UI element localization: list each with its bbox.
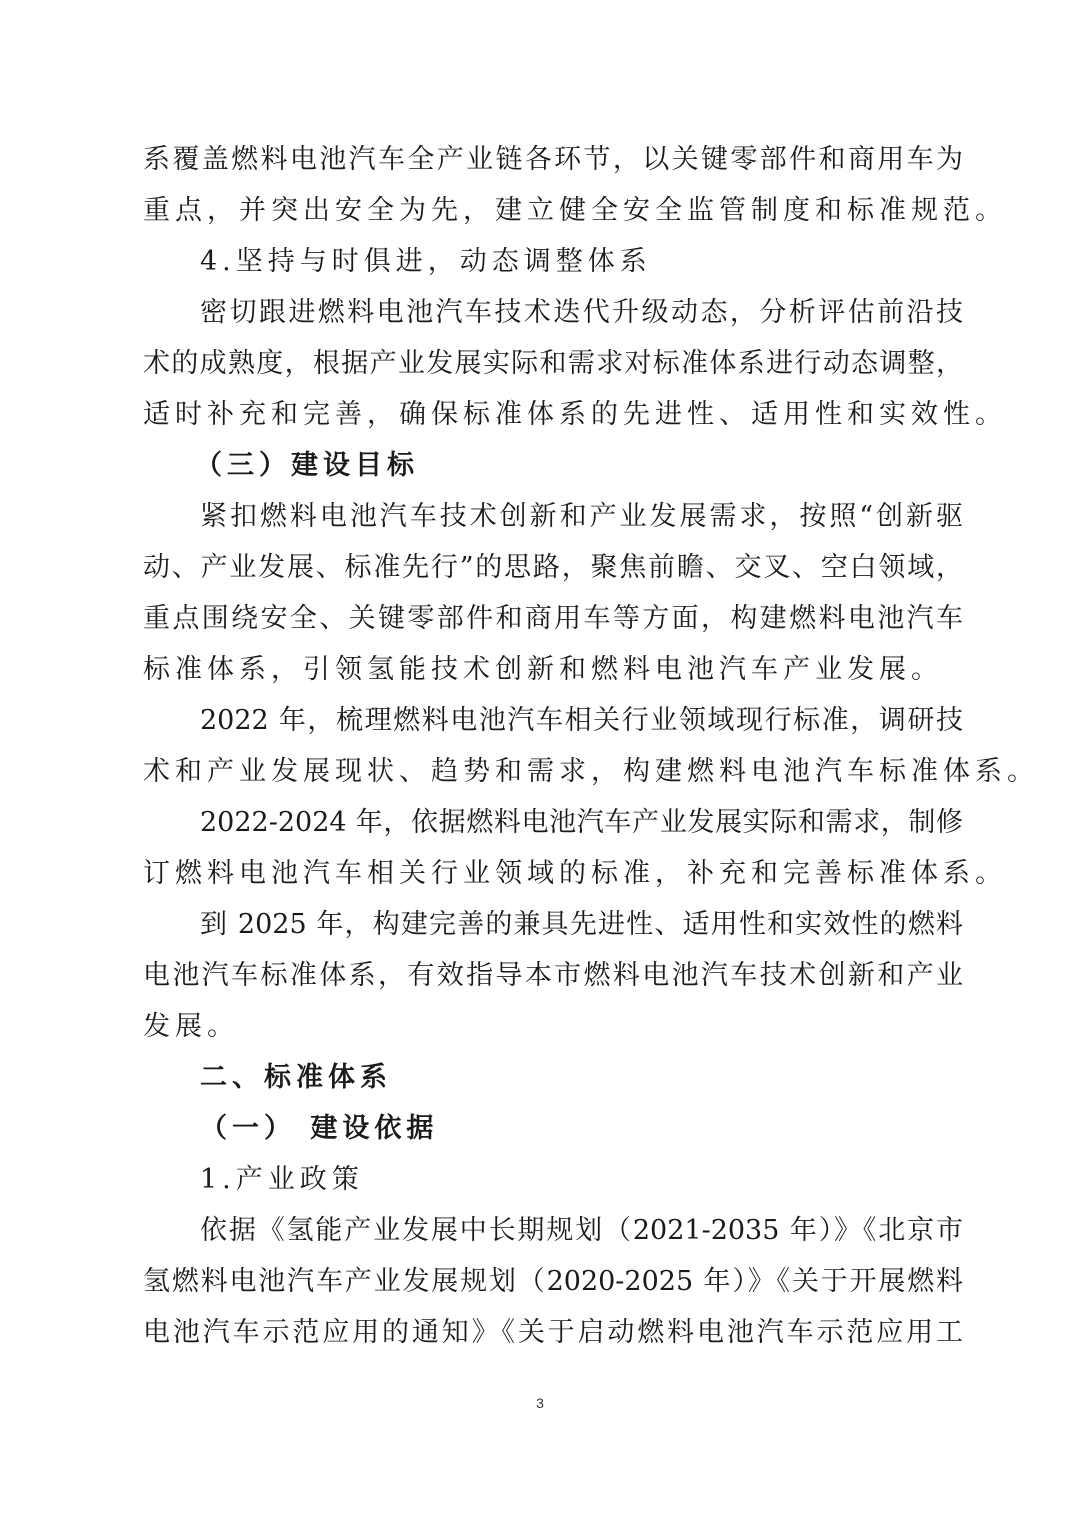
page-number: 3 [536, 1395, 544, 1411]
body-text-line: 2022-2024 年，依据燃料电池汽车产业发展实际和需求，制修 [200, 807, 963, 838]
section-heading: （三）建设目标 [195, 450, 419, 481]
body-text-line: 氢燃料电池汽车产业发展规划（2020-2025 年）》《关于开展燃料 [143, 1266, 963, 1297]
body-text-line: 系覆盖燃料电池汽车全产业链各环节，以关键零部件和商用车为 [143, 144, 963, 175]
body-text-line: 适时补充和完善，确保标准体系的先进性、适用性和实效性。 [143, 399, 1007, 430]
body-text-line: 电池汽车示范应用的通知》《关于启动燃料电池汽车示范应用工 [143, 1317, 963, 1348]
body-text-line: 重点围绕安全、关键零部件和商用车等方面，构建燃料电池汽车 [143, 603, 963, 634]
body-text-line: 重点，并突出安全为先，建立健全安全监管制度和标准规范。 [143, 195, 1007, 226]
chapter-heading: 二、标准体系 [200, 1062, 392, 1093]
body-text-line: 订燃料电池汽车相关行业领域的标准，补充和完善标准体系。 [143, 858, 1007, 889]
body-text-line: 标准体系，引领氢能技术创新和燃料电池汽车产业发展。 [143, 654, 943, 685]
subheading-line: 1.产业政策 [200, 1164, 364, 1195]
body-text-line: 2022 年，梳理燃料电池汽车相关行业领域现行标准，调研技 [200, 705, 963, 736]
body-text-line: 动、产业发展、标准先行”的思路，聚焦前瞻、交叉、空白领域， [143, 552, 963, 583]
body-text-line: 紧扣燃料电池汽车技术创新和产业发展需求，按照“创新驱 [200, 501, 963, 532]
body-text-line: 到 2025 年，构建完善的兼具先进性、适用性和实效性的燃料 [200, 909, 963, 940]
body-text-line: 依据《氢能产业发展中长期规划（2021-2035 年）》《北京市 [200, 1215, 963, 1246]
body-text-line: 术和产业发展现状、趋势和需求，构建燃料电池汽车标准体系。 [143, 756, 1039, 787]
body-text-line: 电池汽车标准体系，有效指导本市燃料电池汽车技术创新和产业 [143, 960, 963, 991]
body-text-line: 术的成熟度，根据产业发展实际和需求对标准体系进行动态调整， [143, 348, 963, 379]
body-text-line: 密切跟进燃料电池汽车技术迭代升级动态，分析评估前沿技 [200, 297, 963, 328]
section-heading: （一） 建设依据 [200, 1113, 439, 1144]
subheading-line: 4.坚持与时俱进，动态调整体系 [200, 246, 652, 277]
body-text-line: 发展。 [143, 1011, 239, 1042]
